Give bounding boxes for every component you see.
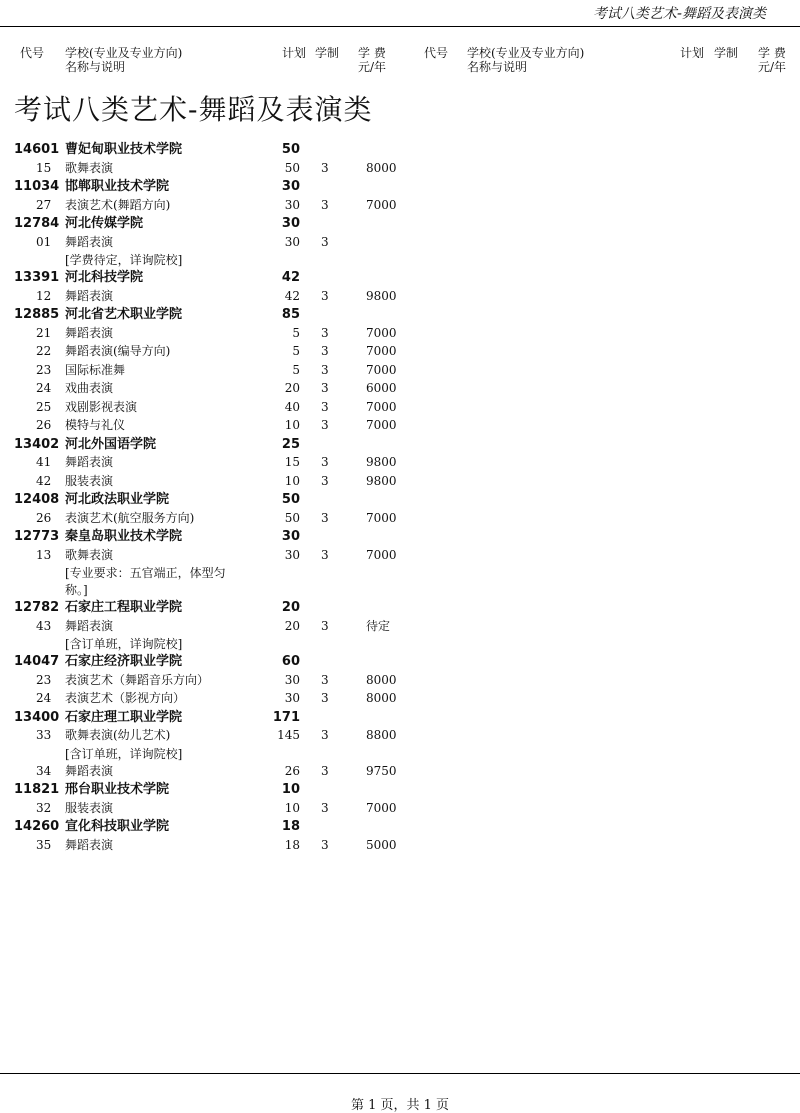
plan-count: 30	[284, 672, 300, 687]
page-footer: 第 1 页，共 1 页	[350, 1098, 450, 1113]
plan-count: 50	[284, 160, 300, 175]
major-row	[0, 362, 400, 381]
major-name: 舞蹈表演	[65, 837, 114, 852]
header-fee-line2: 元/年	[358, 60, 387, 74]
tuition-fee: 9750	[366, 763, 397, 778]
major-name: 舞蹈表演	[65, 763, 114, 778]
major-code: 24	[36, 691, 52, 705]
admission-list	[0, 141, 400, 855]
school-name: 河北传媒学院	[65, 216, 144, 231]
plan-count: 25	[281, 436, 300, 452]
major-name: 舞蹈表演	[65, 325, 114, 340]
major-row	[0, 800, 400, 819]
school-code: 11034	[14, 179, 60, 194]
school-row	[0, 653, 400, 672]
plan-count: 50	[281, 142, 300, 157]
header-plan: 计划	[680, 46, 705, 60]
school-code: 14601	[14, 142, 60, 157]
tuition-fee: 7000	[366, 344, 397, 358]
study-years: 3	[321, 728, 329, 742]
major-name: 舞蹈表演(编导方向)	[65, 344, 171, 358]
tuition-fee: 5000	[366, 837, 397, 852]
plan-count: 30	[284, 197, 300, 212]
school-code: 12782	[14, 600, 60, 615]
header-school-line1: 学校(专业及专业方向)	[65, 46, 183, 60]
header-code: 代号	[20, 46, 45, 60]
header-fee-line1: 学 费	[758, 46, 786, 60]
major-code: 32	[36, 800, 52, 815]
header-fee-line1: 学 费	[358, 46, 386, 60]
major-name: 歌舞表演	[65, 160, 114, 175]
plan-count: 5	[292, 344, 300, 358]
header-school-line2: 名称与说明	[467, 60, 528, 74]
major-name: 舞蹈表演	[65, 618, 114, 633]
major-name: 歌舞表演	[65, 547, 114, 562]
major-name: 表演艺术（舞蹈音乐方向）	[65, 672, 210, 687]
school-name: 邢台职业技术学院	[65, 782, 170, 797]
major-row	[0, 672, 400, 691]
tuition-fee: 8000	[366, 160, 397, 175]
major-row	[0, 690, 400, 709]
major-row	[0, 417, 400, 436]
header-fee-line2: 元/年	[758, 60, 787, 74]
school-row	[0, 269, 400, 288]
tuition-fee: 7000	[366, 418, 397, 432]
note-text: [含订单班，详询院校]	[65, 637, 183, 651]
study-years: 3	[321, 197, 329, 212]
major-name: 模特与礼仪	[65, 418, 126, 432]
header-plan: 计划	[282, 46, 307, 60]
tuition-fee: 8800	[366, 728, 397, 742]
major-row	[0, 763, 400, 782]
school-row	[0, 818, 400, 837]
tuition-fee: 8000	[366, 691, 397, 705]
school-name: 石家庄经济职业学院	[65, 654, 183, 669]
tuition-fee: 7000	[366, 362, 397, 377]
school-row	[0, 141, 400, 160]
major-name: 舞蹈表演	[65, 288, 114, 303]
study-years: 3	[321, 455, 329, 469]
study-years: 3	[321, 547, 329, 562]
major-name: 表演艺术（影视方向）	[65, 691, 186, 705]
tuition-fee: 待定	[366, 618, 391, 633]
major-row	[0, 288, 400, 307]
major-row	[0, 399, 400, 418]
plan-count: 171	[272, 709, 300, 725]
running-head: 考试八类艺术-舞蹈及表演类	[592, 6, 766, 22]
school-name: 河北外国语学院	[65, 436, 157, 452]
major-code: 41	[36, 455, 52, 469]
header-years: 学制	[315, 46, 340, 60]
major-code: 23	[36, 672, 52, 687]
plan-count: 30	[281, 529, 300, 544]
major-name: 国际标准舞	[65, 362, 126, 377]
header-school-line1: 学校(专业及专业方向)	[467, 46, 585, 60]
major-code: 43	[36, 618, 52, 633]
plan-count: 18	[284, 837, 300, 852]
major-row	[0, 380, 400, 399]
major-code: 25	[36, 399, 52, 414]
tuition-fee: 9800	[366, 473, 397, 488]
major-code: 33	[36, 728, 52, 742]
school-row	[0, 599, 400, 618]
major-name: 服装表演	[65, 473, 114, 488]
plan-count: 5	[292, 362, 300, 377]
major-row	[0, 454, 400, 473]
school-code: 12773	[14, 529, 60, 544]
school-name: 河北政法职业学院	[65, 492, 170, 507]
school-row	[0, 178, 400, 197]
header-years: 学制	[714, 46, 739, 60]
plan-count: 50	[281, 492, 300, 507]
study-years: 3	[321, 288, 329, 303]
plan-count: 20	[284, 381, 300, 395]
plan-count: 30	[281, 216, 300, 231]
major-name: 戏曲表演	[65, 381, 114, 395]
school-code: 13400	[14, 709, 60, 725]
major-name: 舞蹈表演	[65, 455, 114, 469]
plan-count: 50	[284, 510, 300, 525]
note-row	[0, 252, 400, 269]
major-name: 戏剧影视表演	[65, 399, 138, 414]
major-code: 15	[36, 160, 52, 175]
major-code: 27	[36, 197, 52, 212]
plan-count: 18	[281, 819, 300, 834]
note-row	[0, 582, 400, 599]
major-code: 42	[36, 473, 52, 488]
school-name: 曹妃甸职业技术学院	[65, 142, 183, 157]
school-code: 12885	[14, 307, 60, 322]
top-rule	[0, 26, 800, 27]
major-row	[0, 197, 400, 216]
major-row	[0, 160, 400, 179]
major-row	[0, 837, 400, 856]
major-code: 24	[36, 381, 52, 395]
major-name: 歌舞表演(幼儿艺术)	[65, 728, 171, 742]
plan-count: 5	[292, 325, 300, 340]
study-years: 3	[321, 800, 329, 815]
tuition-fee: 7000	[366, 399, 397, 414]
school-row	[0, 781, 400, 800]
major-code: 21	[36, 325, 52, 340]
plan-count: 60	[281, 654, 300, 669]
note-text: 称。]	[65, 583, 88, 597]
major-code: 35	[36, 837, 52, 852]
school-name: 河北科技学院	[65, 270, 144, 285]
school-code: 14260	[14, 819, 60, 834]
school-code: 11821	[14, 782, 60, 797]
plan-count: 145	[277, 728, 300, 742]
section-title: 考试八类艺术-舞蹈及表演类	[14, 93, 373, 126]
school-row	[0, 436, 400, 455]
major-code: 01	[36, 234, 52, 249]
major-row	[0, 473, 400, 492]
school-row	[0, 709, 400, 728]
plan-count: 42	[284, 288, 300, 303]
major-row	[0, 343, 400, 362]
school-row	[0, 528, 400, 547]
school-name: 邯郸职业技术学院	[65, 179, 170, 194]
major-code: 26	[36, 418, 52, 432]
study-years: 3	[321, 418, 329, 432]
major-code: 23	[36, 362, 52, 377]
major-code: 13	[36, 547, 52, 562]
major-code: 34	[36, 763, 52, 778]
study-years: 3	[321, 234, 329, 249]
major-code: 22	[36, 344, 52, 358]
school-name: 秦皇岛职业技术学院	[65, 529, 183, 544]
tuition-fee: 9800	[366, 455, 397, 469]
major-name: 服装表演	[65, 800, 114, 815]
school-code: 12784	[14, 216, 60, 231]
tuition-fee: 7000	[366, 197, 397, 212]
tuition-fee: 7000	[366, 547, 397, 562]
study-years: 3	[321, 763, 329, 778]
tuition-fee: 7000	[366, 800, 397, 815]
note-row	[0, 565, 400, 582]
school-row	[0, 306, 400, 325]
school-row	[0, 215, 400, 234]
study-years: 3	[321, 510, 329, 525]
major-row	[0, 510, 400, 529]
study-years: 3	[321, 672, 329, 687]
header-school-line2: 名称与说明	[65, 60, 126, 74]
plan-count: 30	[281, 179, 300, 194]
major-row	[0, 547, 400, 566]
plan-count: 30	[284, 691, 300, 705]
note-text: [含订单班，详询院校]	[65, 746, 183, 761]
tuition-fee: 6000	[366, 381, 397, 395]
tuition-fee: 7000	[366, 510, 397, 525]
major-row	[0, 618, 400, 637]
study-years: 3	[321, 473, 329, 488]
school-code: 12408	[14, 492, 60, 507]
study-years: 3	[321, 381, 329, 395]
plan-count: 85	[281, 307, 300, 322]
major-name: 表演艺术(航空服务方向)	[65, 510, 195, 525]
plan-count: 30	[284, 547, 300, 562]
plan-count: 10	[281, 782, 300, 797]
study-years: 3	[321, 399, 329, 414]
school-name: 宣化科技职业学院	[65, 819, 170, 834]
major-code: 26	[36, 510, 52, 525]
major-code: 12	[36, 288, 52, 303]
major-name: 舞蹈表演	[65, 234, 114, 249]
tuition-fee: 7000	[366, 325, 397, 340]
major-name: 表演艺术(舞蹈方向)	[65, 197, 171, 212]
plan-count: 10	[284, 473, 300, 488]
study-years: 3	[321, 837, 329, 852]
note-text: [专业要求：五官端正，体型匀	[65, 566, 226, 580]
school-name: 石家庄工程职业学院	[65, 600, 183, 615]
header-code: 代号	[424, 46, 449, 60]
major-row	[0, 325, 400, 344]
school-name: 河北省艺术职业学院	[65, 307, 183, 322]
study-years: 3	[321, 362, 329, 377]
study-years: 3	[321, 618, 329, 633]
study-years: 3	[321, 344, 329, 358]
school-row	[0, 491, 400, 510]
major-row	[0, 727, 400, 746]
plan-count: 42	[281, 270, 300, 285]
plan-count: 20	[281, 600, 300, 615]
plan-count: 20	[284, 618, 300, 633]
note-text: [学费待定，详询院校]	[65, 253, 183, 267]
school-code: 13402	[14, 436, 60, 452]
tuition-fee: 8000	[366, 672, 397, 687]
plan-count: 30	[284, 234, 300, 249]
plan-count: 15	[284, 455, 300, 469]
note-row	[0, 636, 400, 653]
study-years: 3	[321, 325, 329, 340]
plan-count: 26	[284, 763, 300, 778]
study-years: 3	[321, 691, 329, 705]
school-code: 13391	[14, 270, 60, 285]
note-row	[0, 746, 400, 763]
plan-count: 40	[284, 399, 300, 414]
major-row	[0, 234, 400, 253]
plan-count: 10	[284, 418, 300, 432]
tuition-fee: 9800	[366, 288, 397, 303]
bottom-rule	[0, 1073, 800, 1074]
study-years: 3	[321, 160, 329, 175]
school-name: 石家庄理工职业学院	[65, 709, 183, 725]
plan-count: 10	[284, 800, 300, 815]
school-code: 14047	[14, 654, 60, 669]
